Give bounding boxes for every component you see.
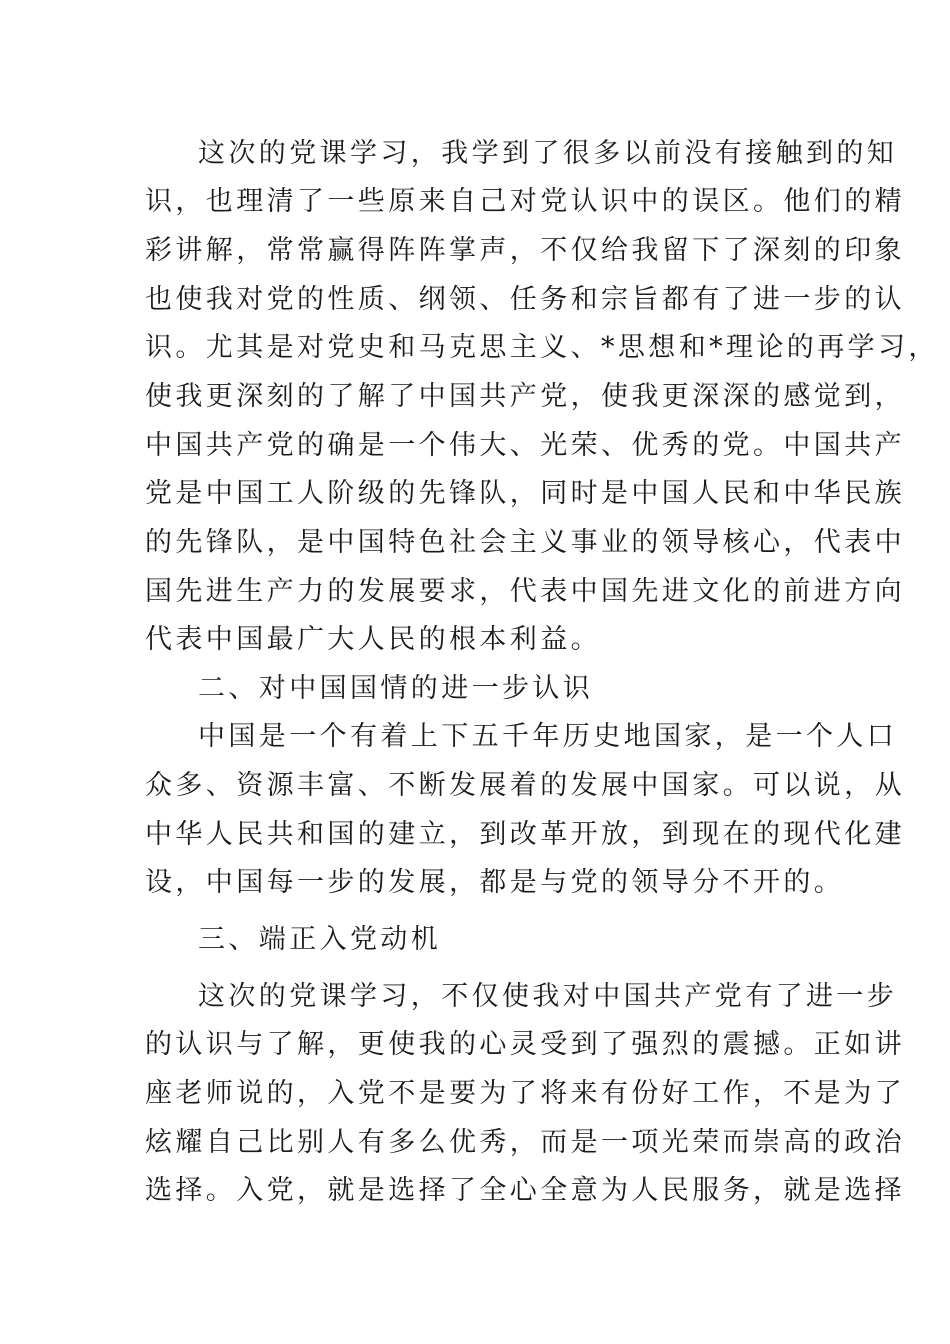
paragraph-line: 这次的党课学习，不仅使我对中国共产党有了进一步 [198,981,898,1012]
paragraph-line: 识，也理清了一些原来自己对党认识中的误区。他们的精 [145,186,905,217]
paragraph-line: 代表中国最广大人民的根本利益。 [145,624,601,655]
paragraph-line: 中国共产党的确是一个伟大、光荣、优秀的党。中国共产 [145,430,905,461]
paragraph-line: 的先锋队，是中国特色社会主义事业的领导核心，代表中 [145,527,905,558]
paragraph-line: 炫耀自己比别人有多么优秀，而是一项光荣而崇高的政治 [145,1127,905,1158]
paragraph-line: 的认识与了解，更使我的心灵受到了强烈的震撼。正如讲 [145,1029,905,1060]
paragraph-line: 使我更深刻的了解了中国共产党，使我更深深的感觉到， [145,381,905,412]
paragraph-line: 中国是一个有着上下五千年历史地国家，是一个人口 [198,721,898,752]
paragraph-line: 选择。入党，就是选择了全心全意为人民服务，就是选择 [145,1175,905,1206]
paragraph-line: 也使我对党的性质、纲领、任务和宗旨都有了进一步的认 [145,284,905,315]
paragraph-line: 设，中国每一步的发展，都是与党的领导分不开的。 [145,867,845,898]
paragraph-line: 中华人民共和国的建立，到改革开放，到现在的现代化建 [145,819,905,850]
section-heading: 二、对中国国情的进一步认识 [198,673,594,704]
paragraph-line: 众多、资源丰富、不断发展着的发展中国家。可以说，从 [145,770,905,801]
paragraph-line: 座老师说的，入党不是要为了将来有份好工作，不是为了 [145,1078,905,1109]
paragraph-line: 彩讲解，常常赢得阵阵掌声，不仅给我留下了深刻的印象 [145,235,905,266]
section-heading: 三、端正入党动机 [198,924,442,955]
paragraph-line: 识。尤其是对党史和马克思主义、*思想和*理论的再学习， [145,332,939,363]
paragraph-line: 这次的党课学习，我学到了很多以前没有接触到的知 [198,138,898,169]
paragraph-line: 党是中国工人阶级的先锋队，同时是中国人民和中华民族 [145,478,905,509]
paragraph-line: 国先进生产力的发展要求，代表中国先进文化的前进方向 [145,576,905,607]
